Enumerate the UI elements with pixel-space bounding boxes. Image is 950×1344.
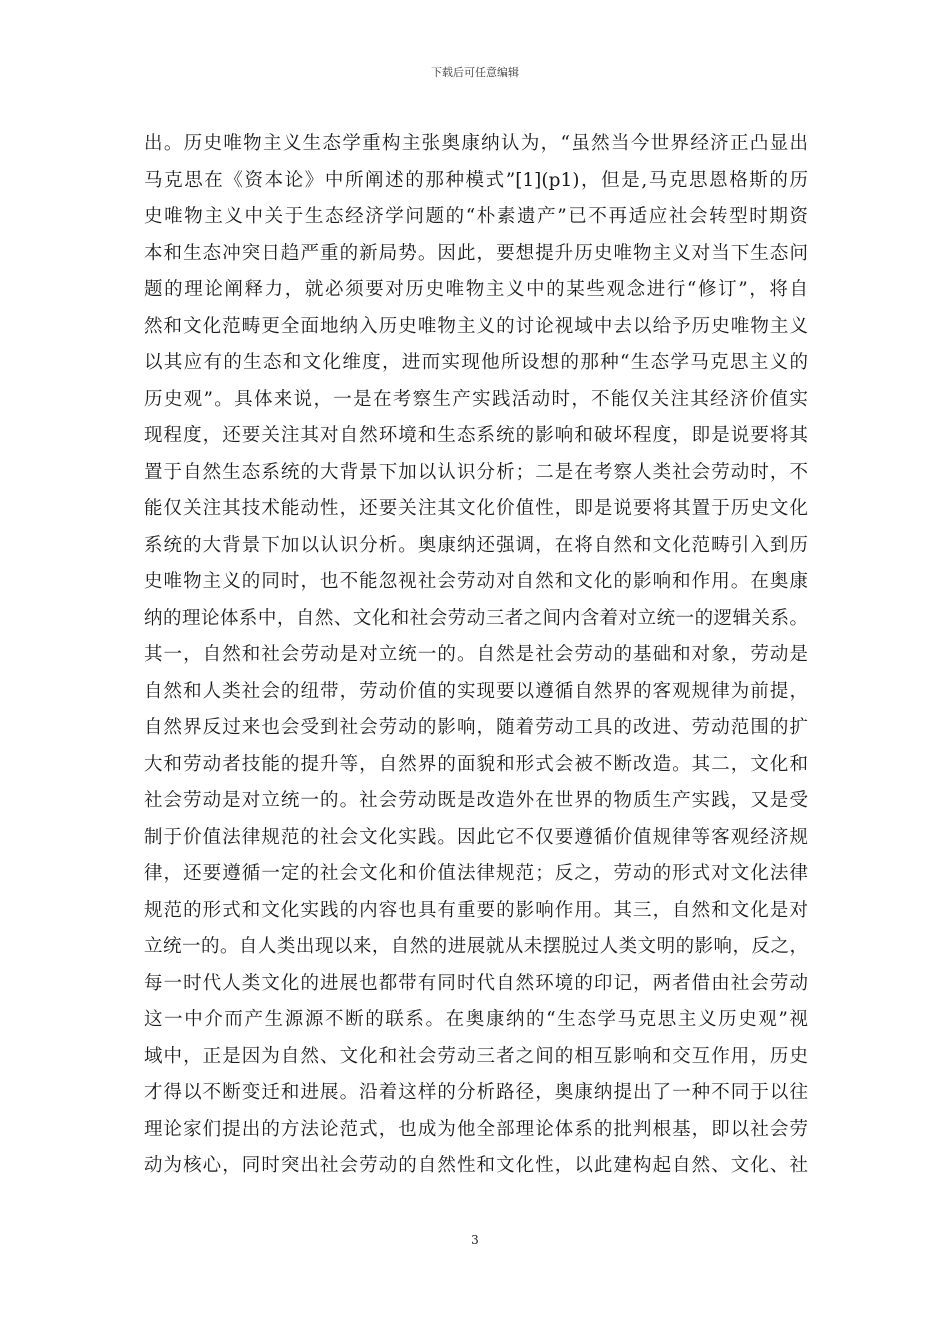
text-line: 能仅关注其技术能动性，还要关注其文化价值性，即是说要将其置于历史文化	[144, 498, 808, 519]
text-line: 制于价值法律规范的社会文化实践。因此它不仅要遵循价值规律等客观经济规	[144, 826, 808, 848]
body-paragraph	[144, 126, 808, 1185]
text-line: 自然和人类社会的纽带，劳动价值的实现要以遵循自然界的客观规律为前提，	[144, 680, 808, 702]
text-line: 出。历史唯物主义生态学重构主张奥康纳认为，“虽然当今世界经济正凸显出	[144, 133, 808, 154]
text-line: 史唯物主义的同时，也不能忽视社会劳动对自然和文化的影响和作用。在奥康	[144, 571, 808, 592]
text-line: 才得以不断变迁和进展。沿着这样的分析路径，奥康纳提出了一种不同于以往	[144, 1082, 808, 1103]
text-line: 纳的理论体系中，自然、文化和社会劳动三者之间内含着对立统一的逻辑关系。	[144, 607, 808, 629]
text-line: 史唯物主义中关于生态经济学问题的“朴素遗产”已不再适应社会转型时期资	[144, 206, 808, 227]
text-line: 本和生态冲突日趋严重的新局势。因此，要想提升历史唯物主义对当下生态问	[144, 242, 808, 264]
text-line: 立统一的。自人类出现以来，自然的进展就从未摆脱过人类文明的影响，反之，	[144, 936, 808, 957]
text-line: 大和劳动者技能的提升等，自然界的面貌和形式会被不断改造。其二，文化和	[144, 753, 808, 775]
page-header: 下载后可任意编辑	[431, 66, 519, 79]
text-line: 每一时代人类文化的进展也都带有同时代自然环境的印记，两者借由社会劳动	[144, 972, 808, 994]
text-line: 置于自然生态系统的大背景下加以认识分析；二是在考察人类社会劳动时，不	[144, 461, 808, 483]
text-line: 以其应有的生态和文化维度，进而实现他所设想的那种“生态学马克思主义的	[144, 352, 808, 373]
text-line: 社会劳动是对立统一的。社会劳动既是改造外在世界的物质生产实践，又是受	[144, 790, 808, 811]
page-number: 3	[471, 1233, 479, 1247]
text-line: 自然界反过来也会受到社会劳动的影响，随着劳动工具的改进、劳动范围的扩	[144, 717, 808, 738]
text-line: 系统的大背景下加以认识分析。奥康纳还强调，在将自然和文化范畴引入到历	[144, 534, 808, 556]
text-line: 律，还要遵循一定的社会文化和价值法律规范；反之，劳动的形式对文化法律	[144, 863, 808, 884]
text-line: 其一，自然和社会劳动是对立统一的。自然是社会劳动的基础和对象，劳动是	[144, 644, 808, 665]
text-line: 现程度，还要关注其对自然环境和生态系统的影响和破坏程度，即是说要将其	[144, 425, 808, 446]
text-line: 然和文化范畴更全面地纳入历史唯物主义的讨论视域中去以给予历史唯物主义	[144, 315, 808, 337]
text-line: 理论家们提出的方法论范式，也成为他全部理论体系的批判根基，即以社会劳	[144, 1118, 808, 1140]
text-line: 动为核心，同时突出社会劳动的自然性和文化性，以此建构起自然、文化、社	[144, 1155, 808, 1176]
text-line: 题的理论阐释力，就必须要对历史唯物主义中的某些观念进行“修订”，将自	[144, 279, 808, 300]
text-line: 历史观”。具体来说，一是在考察生产实践活动时，不能仅关注其经济价值实	[144, 388, 808, 410]
text-line: 这一中介而产生源源不断的联系。在奥康纳的“生态学马克思主义历史观”视	[144, 1009, 808, 1030]
text-line: 马克思在《资本论》中所阐述的那种模式”[1](p1)，但是,马克思恩格斯的历	[144, 169, 808, 191]
text-line: 域中，正是因为自然、文化和社会劳动三者之间的相互影响和交互作用，历史	[144, 1045, 808, 1067]
text-line: 规范的形式和文化实践的内容也具有重要的影响作用。其三，自然和文化是对	[144, 899, 808, 921]
